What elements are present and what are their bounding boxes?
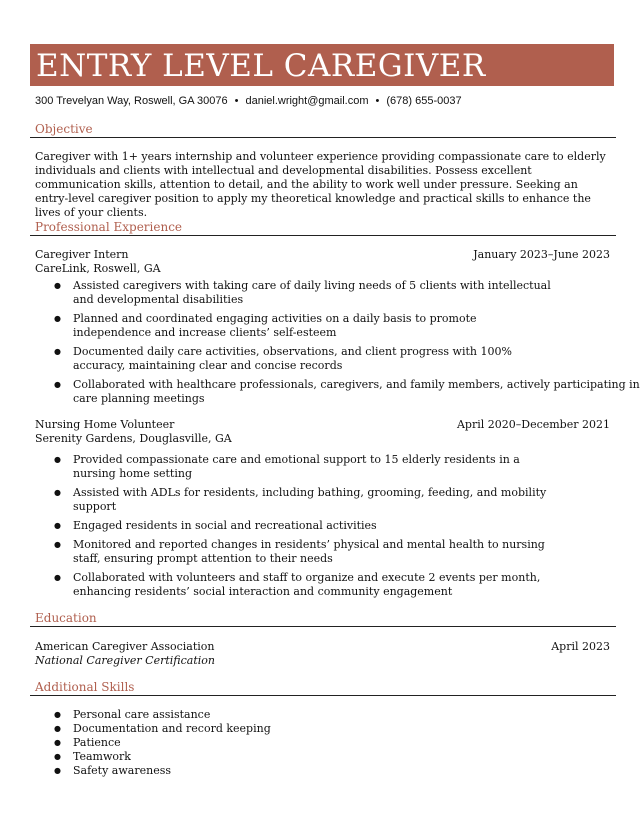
list-item: ● Assisted with ADLs for residents, including bathing, grooming, feeding, and mobility support — [35, 486, 580, 514]
job-role: Caregiver Intern — [35, 248, 129, 261]
email-link[interactable]: daniel.wright@gmail.com — [245, 95, 369, 107]
list-item: ● Assisted caregivers with taking care of daily living needs of 5 clients with intellectual and developmental disabilities — [35, 279, 555, 307]
contact-line — [35, 95, 462, 107]
list-item: ● Teamwork — [35, 750, 610, 764]
list-item: ● Collaborated with volunteers and staff to organize and execute 2 events per month, enhancing residents’ social interaction and community engagement — [35, 571, 580, 599]
list-item: ● Patience — [35, 736, 610, 750]
job-bullets — [35, 453, 580, 604]
list-item: ● Planned and coordinated engaging activities on a daily basis to promote independence and increase clients’ self-esteem — [35, 312, 555, 340]
skills-heading-label: Additional Skills — [35, 680, 135, 694]
job-org: Serenity Gardens, Douglasville, GA — [35, 432, 232, 445]
experience-heading — [30, 220, 616, 236]
education-heading-label: Education — [35, 611, 97, 625]
contact-separator: • — [234, 95, 239, 107]
name-banner — [30, 44, 614, 86]
contact-separator: • — [375, 95, 380, 107]
list-item: ● Personal care assistance — [35, 708, 610, 722]
education-row — [35, 640, 610, 654]
list-item: ● Provided compassionate care and emotional support to 15 elderly residents in a nursing home setting — [35, 453, 543, 481]
job-dates: January 2023–June 2023 — [473, 248, 610, 261]
address: 300 Trevelyan Way, Roswell, GA 30076 — [35, 95, 228, 107]
phone: (678) 655-0037 — [386, 95, 462, 107]
job-dates: April 2020–December 2021 — [456, 418, 610, 431]
education-date: April 2023 — [551, 640, 610, 653]
job-header — [35, 248, 610, 262]
list-item: ● Collaborated with healthcare professionals, caregivers, and family members, actively participating in care planning meetings — [35, 378, 640, 406]
skills-list — [35, 708, 610, 778]
list-item: ● Monitored and reported changes in residents’ physical and mental health to nursing staff, ensuring prompt attention to their needs — [35, 538, 553, 566]
objective-heading-label: Objective — [35, 122, 93, 136]
experience-heading-label: Professional Experience — [35, 220, 183, 234]
objective-text: Caregiver with 1+ years internship and volunteer experience providing compassionate care to elderly individuals and clients with intellectual and developmental disabilities. Possess excellent communication skills, attention to detail, and the ability to work well under pressure. Seeking an entry-level caregiver position to apply my theoretical knowledge and practical skills to enhance the lives of your clients. — [35, 150, 606, 219]
credential: National Caregiver Certification — [35, 654, 216, 667]
skills-heading — [30, 680, 616, 696]
school-name: American Caregiver Association — [35, 640, 215, 653]
job-bullets — [35, 279, 640, 411]
list-item: ● Documented daily care activities, observations, and client progress with 100% accuracy, maintaining clear and concise records — [35, 345, 555, 373]
list-item: ● Engaged residents in social and recreational activities — [35, 519, 580, 533]
job-role: Nursing Home Volunteer — [35, 418, 175, 431]
job-org: CareLink, Roswell, GA — [35, 262, 161, 275]
objective-heading — [30, 122, 616, 138]
list-item: ● Documentation and record keeping — [35, 722, 610, 736]
education-heading — [30, 611, 616, 627]
list-item: ● Safety awareness — [35, 764, 610, 778]
candidate-title: ENTRY LEVEL CAREGIVER — [36, 48, 486, 84]
job-header — [35, 418, 610, 432]
